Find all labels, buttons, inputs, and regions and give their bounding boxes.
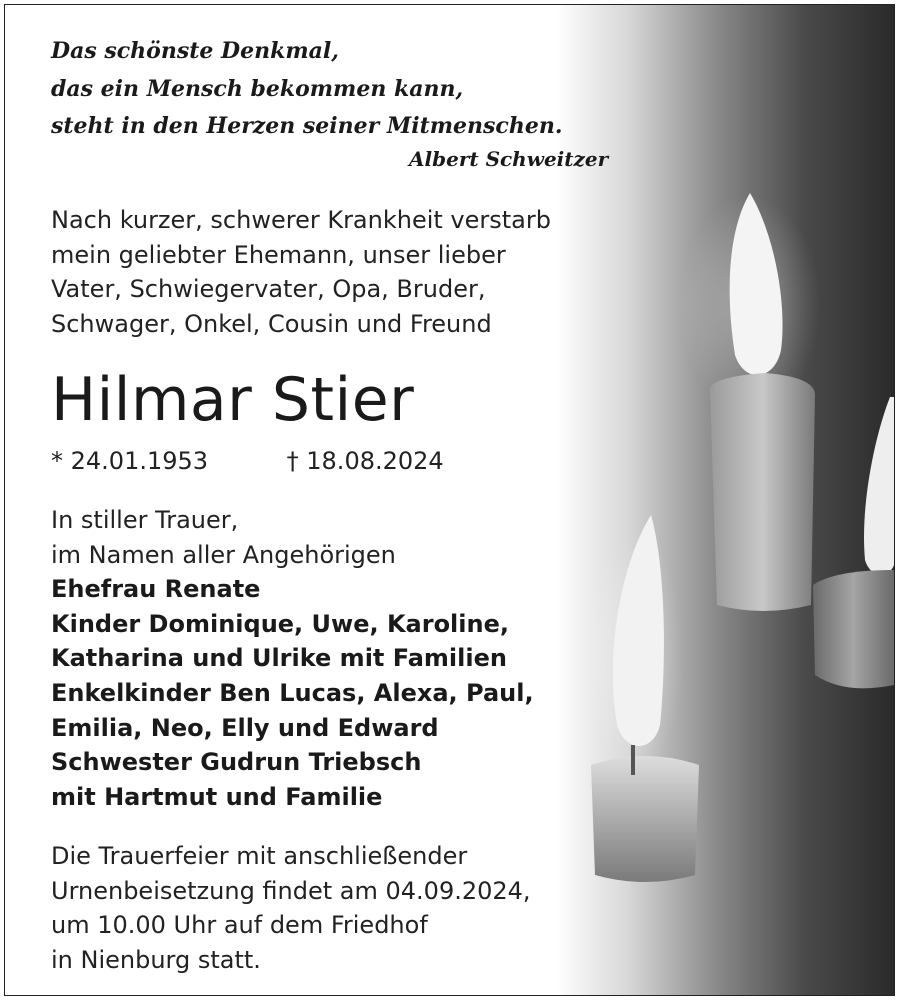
obituary-card xyxy=(4,4,895,996)
quote-line: steht in den Herzen seiner Mitmenschen. xyxy=(51,113,563,139)
intro-line: mein geliebter Ehemann, unser lieber xyxy=(51,240,506,269)
birth-date: * 24.01.1953 xyxy=(51,447,209,475)
intro-text xyxy=(51,203,611,341)
mourners-block xyxy=(51,503,631,814)
quote-block xyxy=(51,33,651,146)
mourner-name: Kinder Dominique, Uwe, Karoline, xyxy=(51,609,509,638)
intro-line: Nach kurzer, schwerer Krankheit verstarb xyxy=(51,206,551,234)
obituary-content xyxy=(5,5,894,995)
mourner-name: mit Hartmut und Familie xyxy=(51,782,383,811)
ceremony-line: um 10.00 Uhr auf dem Friedhof xyxy=(51,911,428,940)
mourners-intro-line: im Namen aller Angehörigen xyxy=(51,540,396,569)
death-date: † 18.08.2024 xyxy=(286,447,444,475)
mourner-name: Ehefrau Renate xyxy=(51,575,261,604)
ceremony-line: in Nienburg statt. xyxy=(51,945,261,974)
quote-line: das ein Mensch bekommen kann, xyxy=(51,75,464,102)
intro-line: Schwager, Onkel, Cousin und Freund xyxy=(51,309,492,338)
intro-line: Vater, Schwiegervater, Opa, Bruder, xyxy=(51,275,486,303)
mourner-name: Katharina und Ulrike mit Familien xyxy=(51,644,507,673)
quote-line: Das schönste Denkmal, xyxy=(51,38,339,64)
life-dates xyxy=(51,447,444,475)
mourners-intro-line: In stiller Trauer, xyxy=(51,506,239,534)
mourner-name: Enkelkinder Ben Lucas, Alexa, Paul, xyxy=(51,678,534,707)
quote-author: Albert Schweitzer xyxy=(409,147,609,171)
ceremony-info xyxy=(51,839,631,977)
ceremony-line: Urnenbeisetzung findet am 04.09.2024, xyxy=(51,876,531,905)
deceased-name: Hilmar Stier xyxy=(51,365,415,435)
ceremony-line: Die Trauerfeier mit anschließender xyxy=(51,842,468,870)
mourner-name: Schwester Gudrun Triebsch xyxy=(51,748,422,777)
mourner-name: Emilia, Neo, Elly und Edward xyxy=(51,713,439,742)
